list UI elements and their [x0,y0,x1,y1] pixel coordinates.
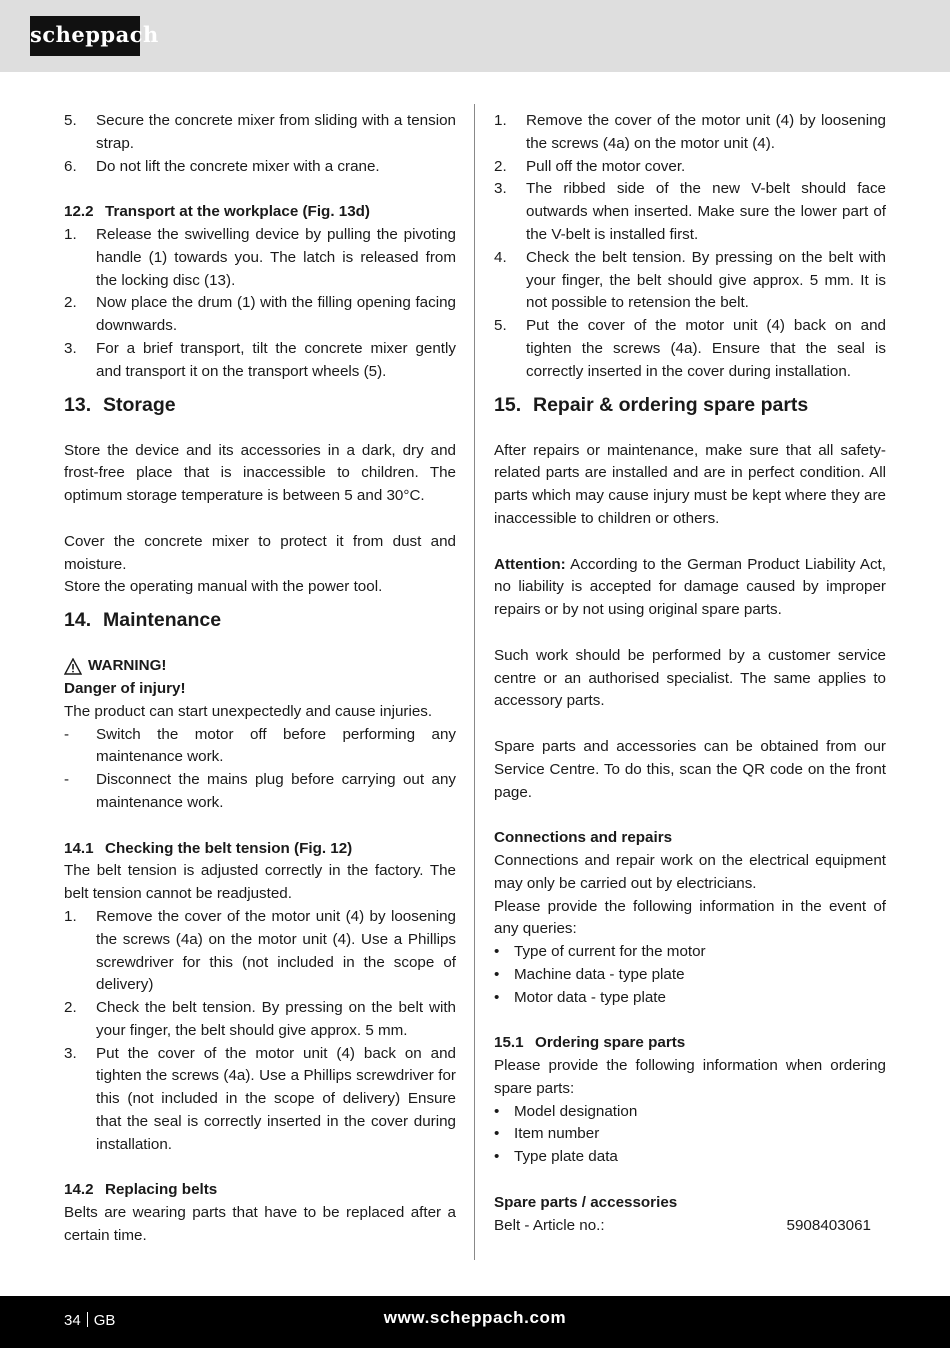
list-item: 6. Do not lift the concrete mixer with a crane. [64,157,380,175]
warning-label: WARNING! [64,655,456,678]
list-item: - Disconnect the mains plug before carrying out any maintenance work. [64,771,456,811]
list-item: 5. Put the cover of the motor unit (4) back on and tighten the screws (4a). Ensure that the seal is correctly inserted in the cover during installation. [494,317,886,380]
list-item: • Type plate data [494,1148,618,1166]
page-number: 34 GB [64,1312,116,1329]
list-item: • Motor data - type plate [494,988,666,1006]
list-item: • Type of current for the motor [494,943,706,961]
scheppach-logo: scheppach [30,16,140,56]
paragraph: Store the device and its accessories in a dark, dry and frost-free place that is inaccessible to children. The optimum storage temperature is between 5 and 30°C. [64,441,456,505]
paragraph: The belt tension is adjusted correctly in the factory. The belt tension cannot be readjusted. [64,862,456,903]
list-item: 3. For a brief transport, tilt the concrete mixer gently and transport it on the transport wheels (5). [64,339,456,380]
subsection-heading: 12.2 Transport at the workplace (Fig. 13d) [64,203,370,221]
section-heading-storage: 13. Storage [64,393,176,416]
section-heading-repair: 15. Repair & ordering spare parts [494,393,809,416]
paragraph: Store the operating manual with the power tool. [64,578,383,596]
paragraph: Cover the concrete mixer to protect it from dust and moisture. [64,532,456,573]
list-item: - Switch the motor off before performing any maintenance work. [64,725,456,766]
danger-text: Danger of injury! [64,679,186,697]
paragraph: Belts are wearing parts that have to be replaced after a certain time. [64,1204,456,1245]
list-item: 3. Put the cover of the motor unit (4) back on and tighten the screws (4a). Use a Phillips screwdriver for this (not included in the scope of delivery) Ensure that the seal is correctly inserted in the cover during installation. [64,1044,456,1153]
list-item: • Item number [494,1125,600,1143]
connections-heading: Connections and repairs [494,829,673,847]
section-heading-maintenance: 14. Maintenance [64,609,222,632]
left-column [64,110,456,1248]
list-item: 2. Pull off the motor cover. [494,157,686,175]
subsection-heading: 14.1 Checking the belt tension (Fig. 12) [64,839,353,857]
spare-part-row [494,1215,886,1238]
paragraph: Please provide the following information when ordering spare parts: [494,1057,886,1097]
right-column [494,110,886,1237]
paragraph: Please provide the following information in the event of any queries: [494,897,886,938]
list-item: 2. Check the belt tension. By pressing on the belt with your finger, the belt should give approx. 5 mm. [64,999,456,1039]
paragraph: The product can start unexpectedly and cause injuries. [64,702,433,720]
page-footer [0,1296,950,1348]
spare-parts-heading: Spare parts / accessories [494,1193,678,1211]
list-item: • Model designation [494,1102,638,1120]
subsection-heading: 14.2 Replacing belts [64,1181,218,1199]
list-item: • Machine data - type plate [494,965,685,983]
list-item: 4. Check the belt tension. By pressing on the belt with your finger, the belt should give approx. 5 mm. It is not possible to retension the belt. [494,248,886,312]
list-item: 1. Release the swivelling device by pulling the pivoting handle (1) towards you. The latch is released from the locking disc (13). [64,225,456,289]
footer-url[interactable]: www.scheppach.com [383,1308,567,1327]
subsection-heading: 15.1 Ordering spare parts [494,1034,686,1052]
spare-part-label: Belt - Article no.: [494,1216,605,1234]
attention-paragraph: Attention: According to the German Product Liability Act, no liability is accepted for damage caused by improper repairs or by not using original spare parts. [494,555,886,619]
paragraph: Spare parts and accessories can be obtained from our Service Centre. To do this, scan the QR code on the front page. [494,737,886,801]
list-item: 1. Remove the cover of the motor unit (4) by loosening the screws (4a) on the motor unit (4). [494,112,886,152]
warning-triangle-icon [64,658,82,675]
column-divider [474,104,475,1260]
paragraph: After repairs or maintenance, make sure that all safety-related parts are installed and are in perfect condition. All parts which may cause injury must be kept where they are inaccessible to children or others. [494,441,886,527]
list-item: 3. The ribbed side of the new V-belt should face outwards when inserted. Make sure the lower part of the V-belt is installed first. [494,180,886,243]
list-item: 1. Remove the cover of the motor unit (4) by loosening the screws (4a) on the motor unit (4). Use a Phillips screwdriver for this (not included in the scope of delivery) [64,907,456,994]
page-header [0,0,950,72]
spare-part-number: 5908403061 [786,1216,871,1234]
paragraph: Connections and repair work on the electrical equipment may only be carried out by electricians. [494,851,886,892]
paragraph: Such work should be performed by a customer service centre or an authorised specialist. The same applies to accessory parts. [494,646,886,710]
list-item: 5. Secure the concrete mixer from sliding with a tension strap. [64,112,456,152]
list-item: 2. Now place the drum (1) with the filling opening facing downwards. [64,294,456,335]
